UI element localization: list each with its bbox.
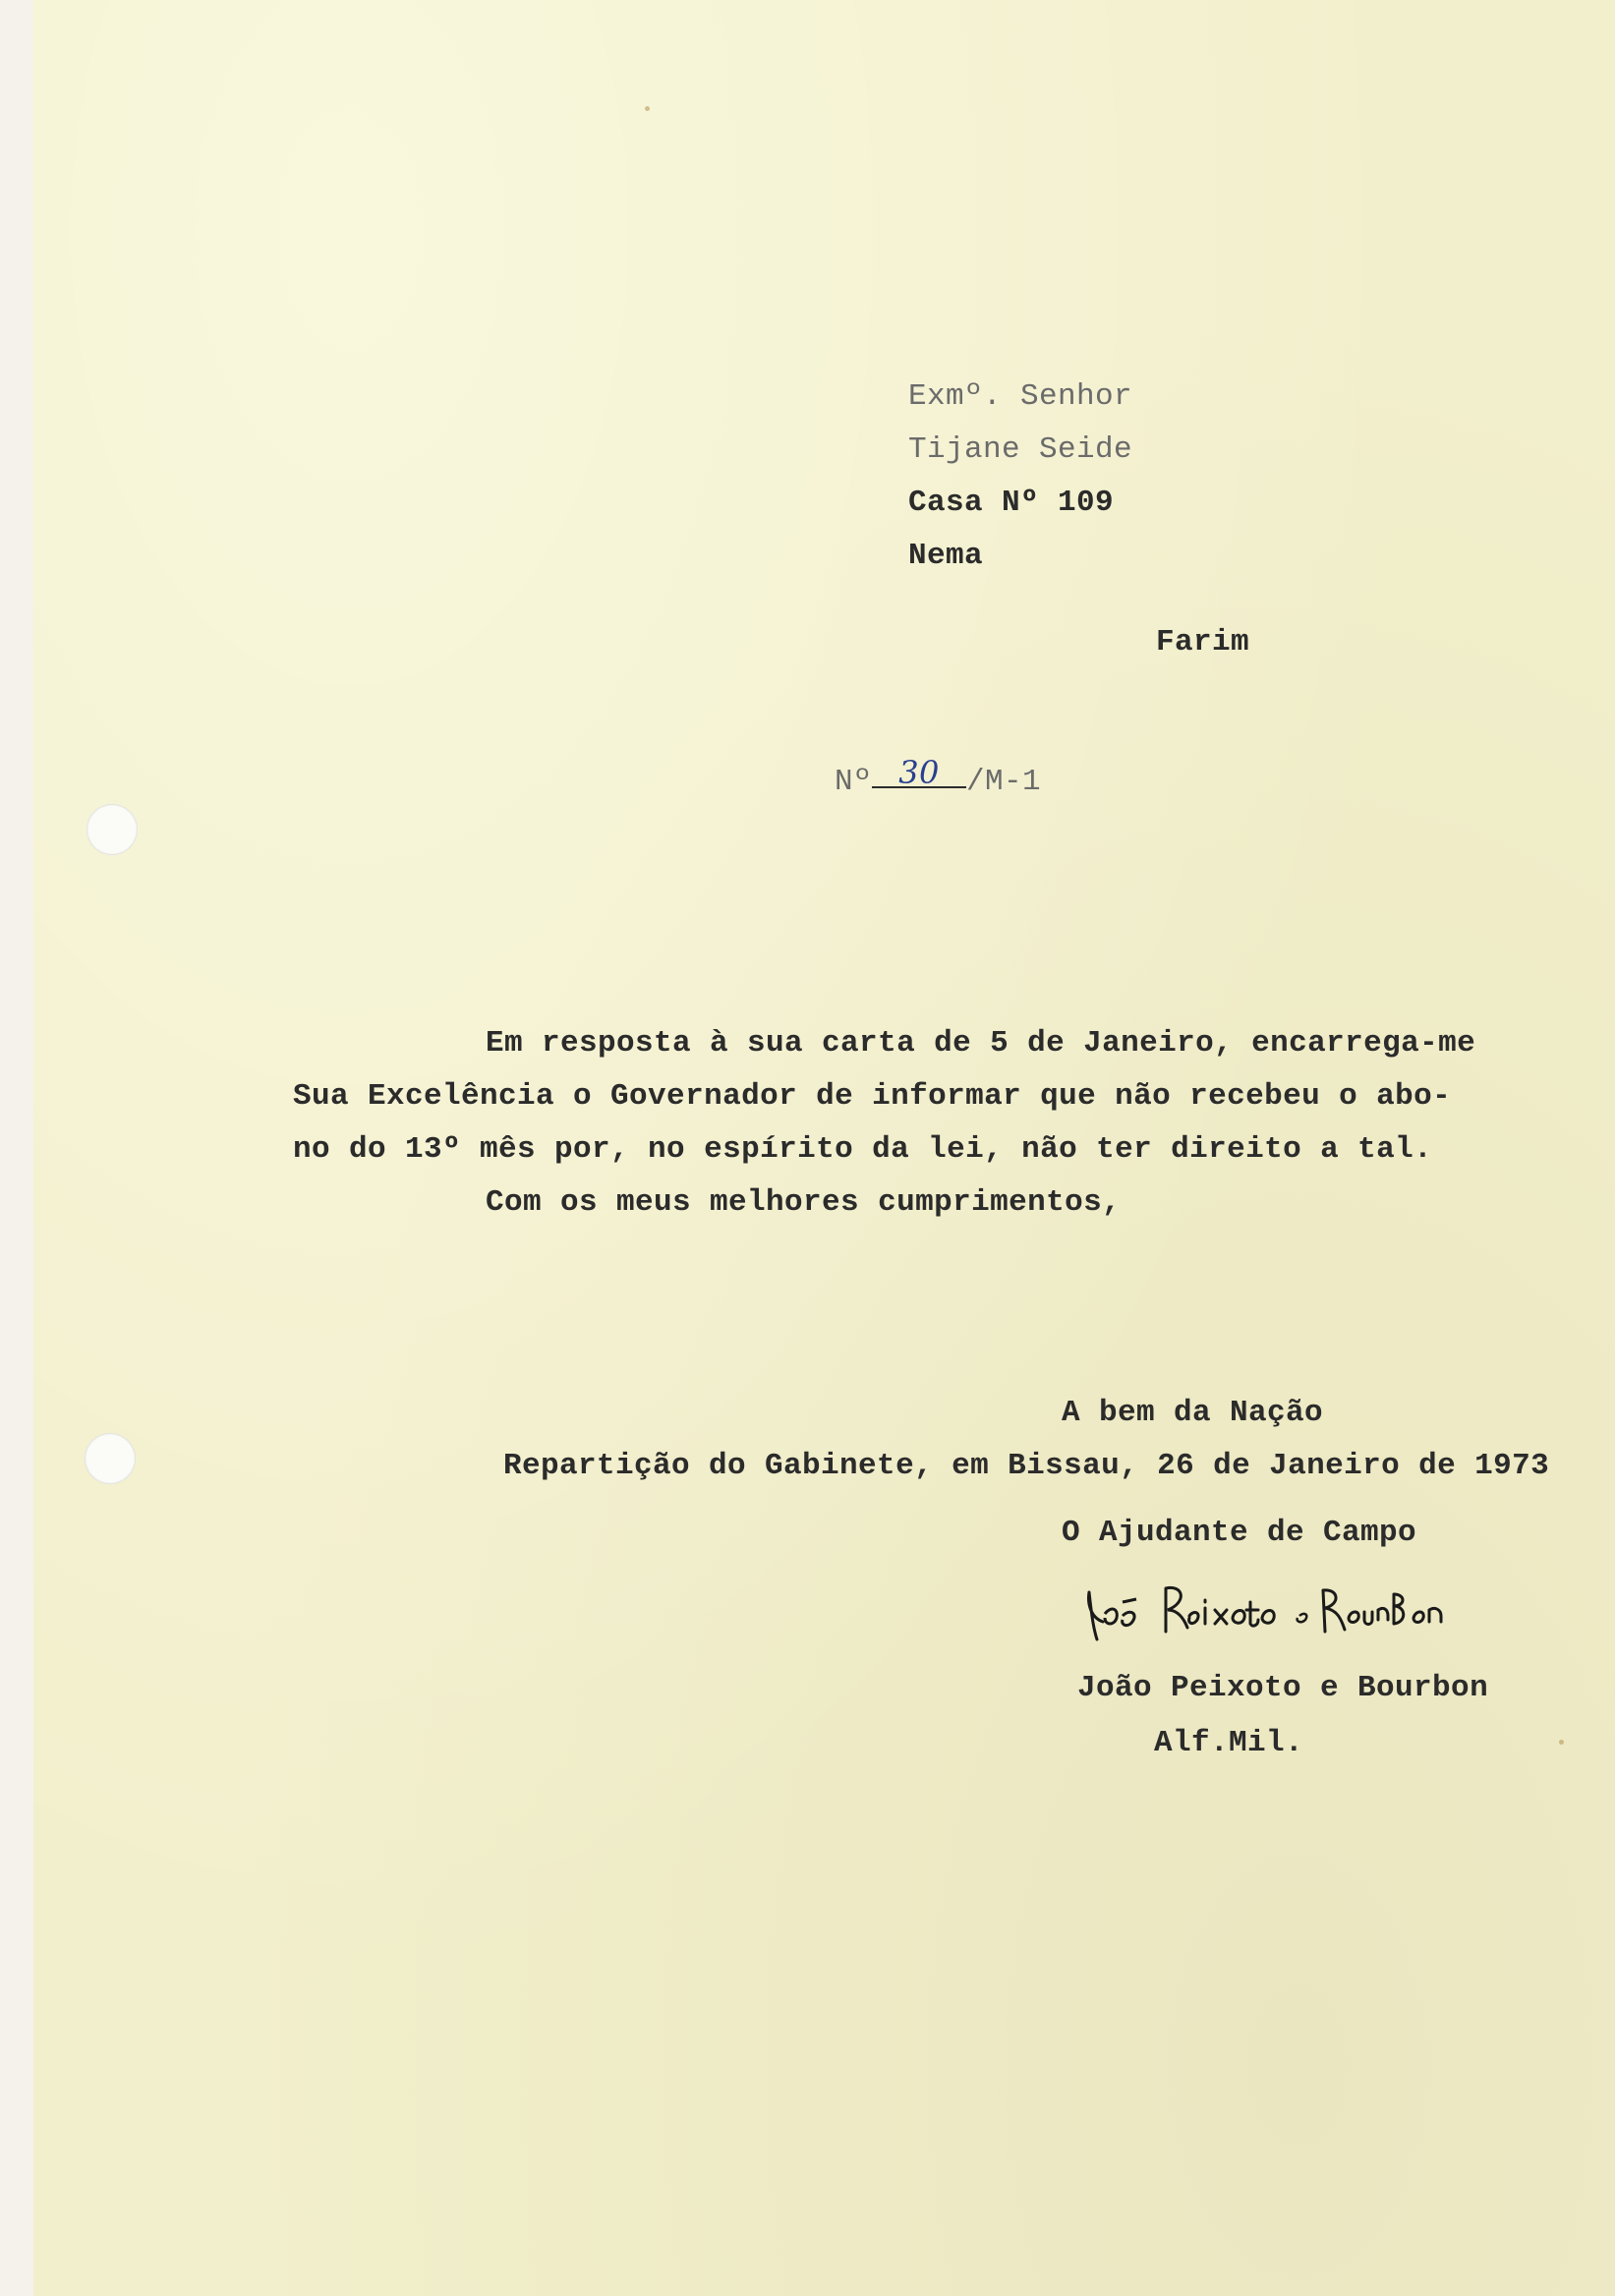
- letter-page: [33, 0, 1615, 2296]
- reference-number: 30: [872, 759, 966, 788]
- paper-speck: [645, 106, 650, 111]
- paper-speck: [1559, 1740, 1564, 1745]
- body-line-1: Em resposta à sua carta de 5 de Janeiro, encarrega-me: [486, 1026, 1476, 1061]
- address-area: Nema: [908, 539, 984, 573]
- body-line-3: no do 13º mês por, no espírito da lei, não ter direito a tal.: [293, 1132, 1433, 1167]
- closing-role: O Ajudante de Campo: [1062, 1516, 1417, 1550]
- punch-hole-bottom: [85, 1433, 136, 1484]
- reference-suffix: /M-1: [966, 765, 1042, 799]
- closing-motto: A bem da Nação: [1062, 1396, 1324, 1430]
- closing-name: João Peixoto e Bourbon: [1077, 1671, 1489, 1705]
- closing-place-date: Repartição do Gabinete, em Bissau, 26 de Janeiro de 1973: [503, 1449, 1550, 1483]
- address-house: Casa Nº 109: [908, 486, 1115, 520]
- closing-rank: Alf.Mil.: [1154, 1726, 1304, 1760]
- handwritten-signature: [1083, 1571, 1476, 1649]
- reference-line: [835, 754, 1042, 799]
- body-line-2: Sua Excelência o Governador de informar que não recebeu o abo-: [293, 1079, 1452, 1114]
- reference-prefix: Nº: [835, 765, 873, 799]
- address-town: Farim: [1156, 625, 1250, 660]
- punch-hole-top: [87, 804, 138, 855]
- address-salutation: Exmº. Senhor: [908, 379, 1133, 414]
- body-line-4: Com os meus melhores cumprimentos,: [486, 1185, 1122, 1220]
- address-name: Tijane Seide: [908, 432, 1133, 467]
